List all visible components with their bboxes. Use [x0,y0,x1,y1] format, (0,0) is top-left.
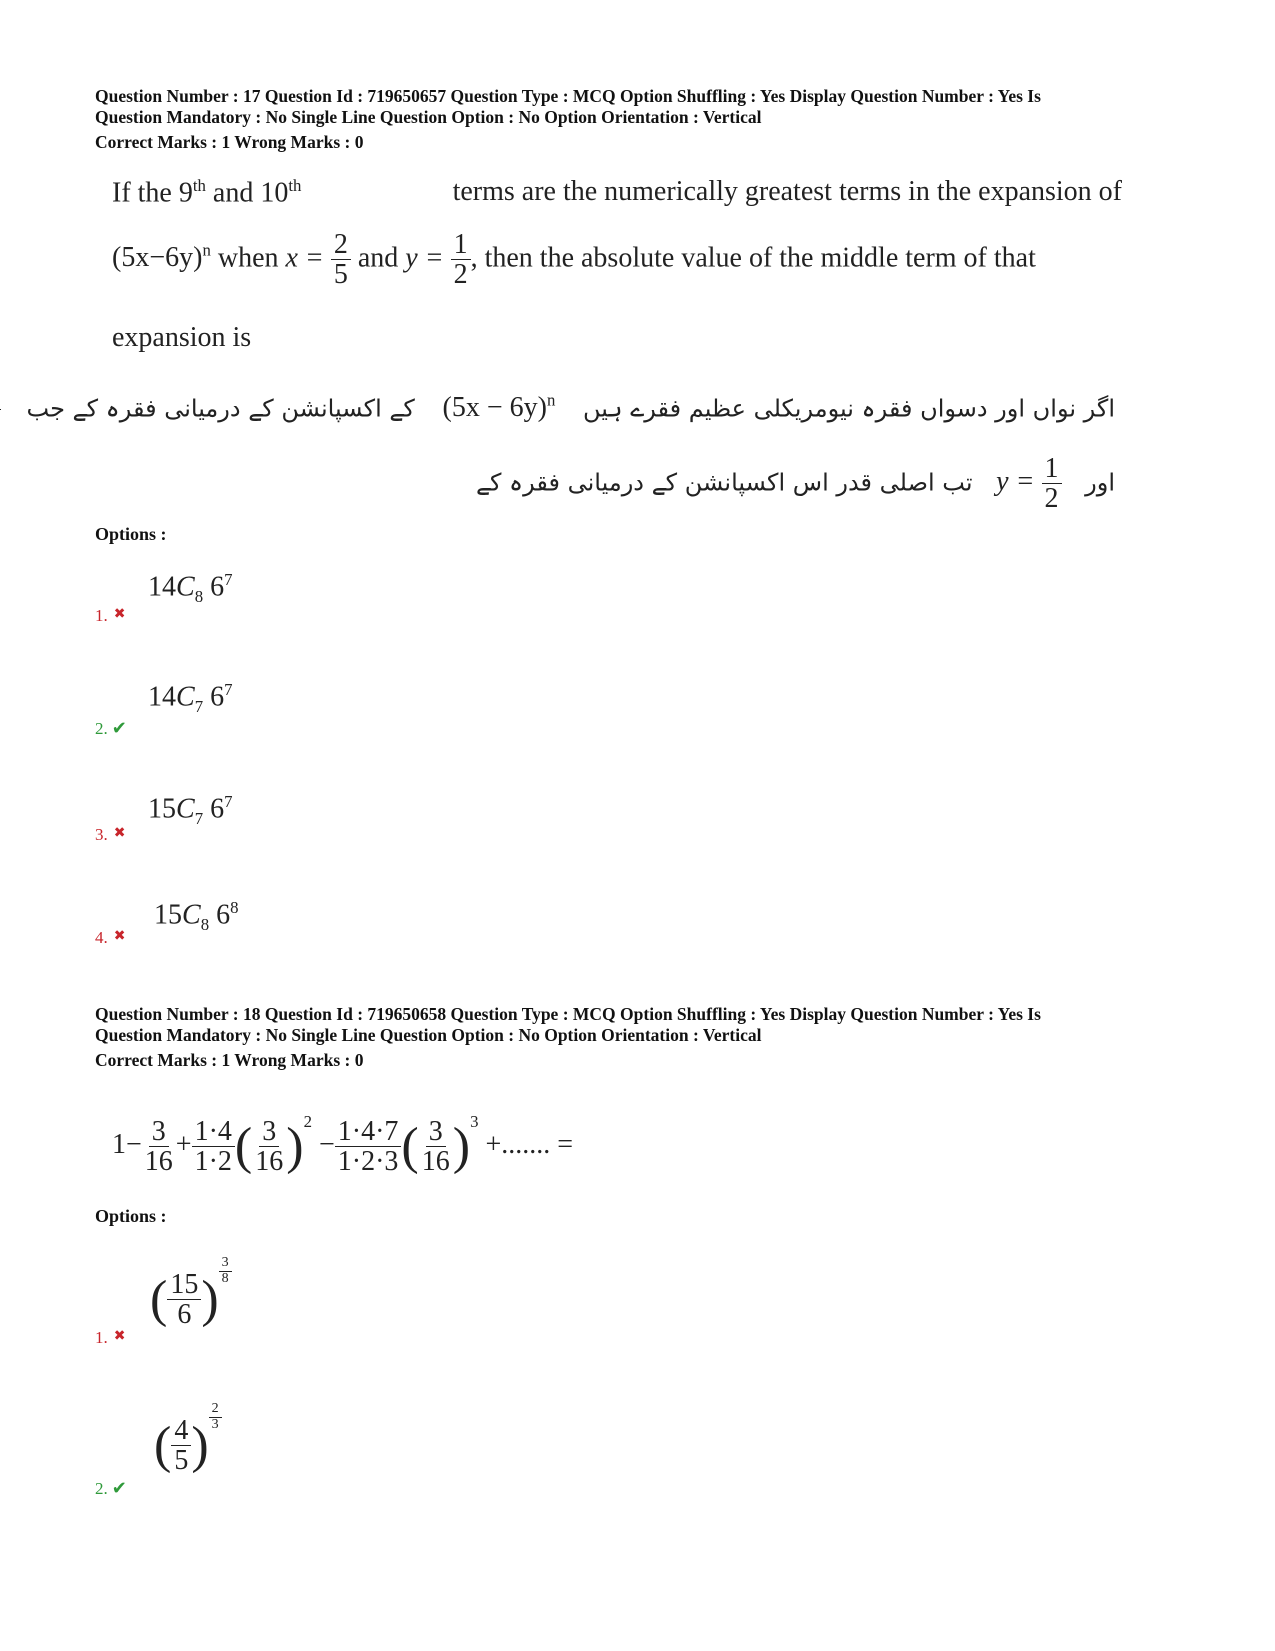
q18-option-1[interactable]: 1. ✖ [95,1328,126,1347]
q18-option-1-value: ( $\frac{15}{6}$ ) $\frac{3}{8}$ [150,1256,232,1329]
q17-option-4-value: $15C_8$ $6^8$ [154,898,239,934]
q17-text-line2: $(5x-6y)^n$ when x = $\frac{2}{5}$ and y = $\frac{1}{2}$ , then the absolute value of the middle term of that [112,229,1036,291]
q17-option-3[interactable]: 3. ✖ [95,825,126,844]
q18-marks: Correct Marks : 1 Wrong Marks : 0 [95,1050,364,1070]
check-icon: ✔ [111,718,127,738]
q18-option-2-value: ( $\frac{4}{5}$ ) $\frac{2}{3}$ [154,1402,222,1475]
q17-option-2-value: $14C_7$ $6^7$ [148,680,233,716]
cross-icon: ✖ [113,607,126,622]
q17-urdu-line1: اگر نواں اور دسواں فقرہ نیومریکلی عظیم فقرے ہیں $(5x - 6y)^n$ کے اکسپانشن کے درمیانی فقرہ کے جب [0,380,1115,440]
cross-icon: ✖ [113,929,126,944]
q17-marks: Correct Marks : 1 Wrong Marks : 0 [95,132,364,152]
q17-option-1-value: $14C_8$ $6^7$ [148,570,233,606]
cross-icon: ✖ [113,1329,126,1344]
cross-icon: ✖ [113,826,126,841]
q17-text-line1: If the 9th and 10th terms are the numerically greatest terms in the expansion of [112,176,1122,209]
q17-meta-line2: Question Mandatory : No Single Line Question Option : No Option Orientation : Vertical [95,107,762,127]
q18-meta-line2: Question Mandatory : No Single Line Question Option : No Option Orientation : Vertical [95,1025,762,1045]
q17-urdu-line2: اور y = $\frac{1}{2}$ تب اصلی قدر اس اکسپانشن کے درمیانی فقرہ کے [475,453,1115,515]
q17-option-4[interactable]: 4. ✖ [95,928,126,947]
q17-option-1[interactable]: 1. ✖ [95,606,126,625]
q18-options-label: Options : [95,1206,167,1226]
q18-option-2[interactable]: 2. ✔ [95,1478,127,1498]
q18-meta-line1: Question Number : 18 Question Id : 719650658 Question Type : MCQ Option Shuffling : Yes Display Question Number : Yes Is [95,1004,1041,1024]
q17-options-label: Options : [95,524,167,544]
q18-series: 1− $\frac{3}{16}$ + $\frac{1\cdot 4}{1\cdot 2}$ ( $\frac{3}{16}$ )$^2$ − $\frac{1\cdot 4\cdot 7}{1\cdot 2\cdot 3}$ ( $\frac{3}{16}$ )$^3$ +....... = [112,1112,574,1178]
q17-text-line3: expansion is [112,322,252,353]
q17-option-3-value: $15C_7$ $6^7$ [148,792,233,828]
q17-option-2[interactable]: 2. ✔ [95,718,127,738]
check-icon: ✔ [111,1478,127,1498]
q17-meta-line1: Question Number : 17 Question Id : 719650657 Question Type : MCQ Option Shuffling : Yes Display Question Number : Yes Is [95,86,1041,106]
